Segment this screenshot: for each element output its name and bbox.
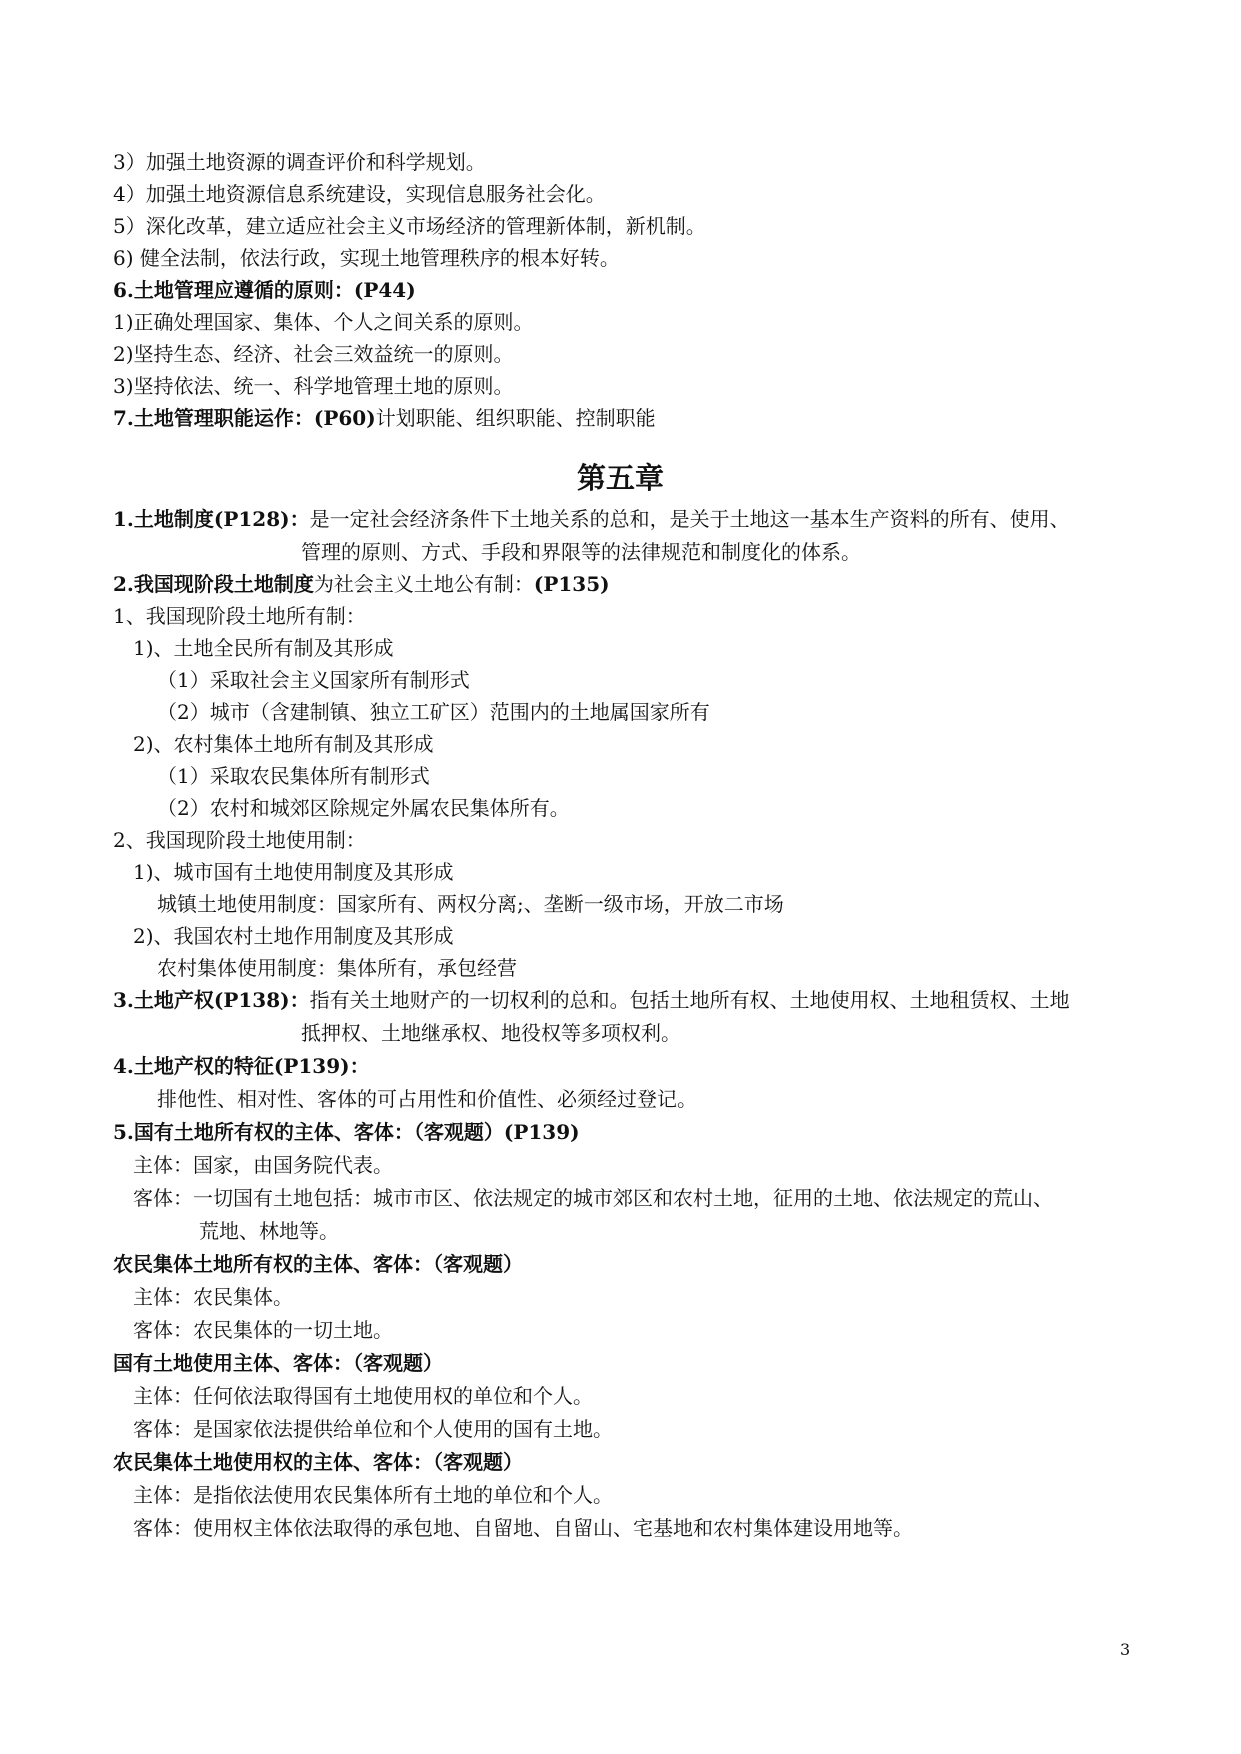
- list-item: 6) 健全法制，依法行政，实现土地管理秩序的根本好转。: [113, 246, 620, 270]
- object-line: 客体：是国家依法提供给单位和个人使用的国有土地。: [133, 1417, 613, 1441]
- list-item: （1）采取社会主义国家所有制形式: [157, 668, 470, 692]
- subject-line: 主体：农民集体。: [133, 1285, 293, 1309]
- section-title: 农民集体土地所有权的主体、客体：（客观题）: [113, 1252, 523, 1276]
- section-text: 计划职能、组织职能、控制职能: [375, 406, 656, 430]
- object-line: 客体：农民集体的一切土地。: [133, 1318, 393, 1342]
- list-item: 城镇土地使用制度：国家所有、两权分离;、垄断一级市场，开放二市场: [157, 892, 784, 916]
- section-text: 排他性、相对性、客体的可占用性和价值性、必须经过登记。: [157, 1087, 697, 1111]
- list-item: 5）深化改革，建立适应社会主义市场经济的管理新体制，新机制。: [113, 214, 706, 238]
- section-title: 国有土地使用主体、客体：（客观题）: [113, 1351, 443, 1375]
- list-item: 农村集体使用制度：集体所有，承包经营: [157, 956, 517, 980]
- section-title-rest: 为社会主义土地公有制：: [313, 572, 534, 596]
- page-ref: (P135): [533, 572, 610, 596]
- object-line: 客体：一切国有土地包括：城市市区、依法规定的城市郊区和农村土地，征用的土地、依法规定的荒山、: [133, 1186, 1053, 1210]
- list-item: 3)坚持依法、统一、科学地管理土地的原则。: [113, 374, 514, 398]
- object-continuation: 荒地、林地等。: [199, 1219, 339, 1243]
- list-item: 2)、农村集体土地所有制及其形成: [133, 732, 434, 756]
- list-item: （2）农村和城郊区除规定外属农民集体所有。: [157, 796, 570, 820]
- section-line: [113, 572, 610, 596]
- list-item: 4）加强土地资源信息系统建设，实现信息服务社会化。: [113, 182, 606, 206]
- definition-title: 3.土地产权(P138)：: [113, 988, 310, 1012]
- definition-continuation: 管理的原则、方式、手段和界限等的法律规范和制度化的体系。: [301, 540, 861, 564]
- definition-line: [113, 507, 1070, 531]
- list-item: 2)坚持生态、经济、社会三效益统一的原则。: [113, 342, 514, 366]
- section-title: 4.土地产权的特征(P139)：: [113, 1054, 370, 1078]
- section-title: 2.我国现阶段土地制度: [113, 572, 314, 596]
- definition-text: 是一定社会经济条件下土地关系的总和，是关于土地这一基本生产资料的所有、使用、: [309, 507, 1070, 531]
- section-title: 5.国有土地所有权的主体、客体：（客观题）(P139): [113, 1120, 580, 1144]
- section-line: [113, 406, 656, 430]
- subject-line: 主体：国家，由国务院代表。: [133, 1153, 393, 1177]
- subject-line: 主体：任何依法取得国有土地使用权的单位和个人。: [133, 1384, 593, 1408]
- page-number: 3: [1120, 1640, 1131, 1659]
- subject-line: 主体：是指依法使用农民集体所有土地的单位和个人。: [133, 1483, 613, 1507]
- section-title: 农民集体土地使用权的主体、客体：（客观题）: [113, 1450, 523, 1474]
- chapter-heading: 第五章: [576, 461, 664, 495]
- section-title: 6.土地管理应遵循的原则：(P44): [113, 278, 416, 302]
- definition-continuation: 抵押权、土地继承权、地役权等多项权利。: [301, 1021, 681, 1045]
- definition-title: 1.土地制度(P128)：: [113, 507, 310, 531]
- list-item: 3）加强土地资源的调查评价和科学规划。: [113, 150, 486, 174]
- object-line: 客体：使用权主体依法取得的承包地、自留地、自留山、宅基地和农村集体建设用地等。: [133, 1516, 913, 1540]
- definition-text: 指有关土地财产的一切权利的总和。包括土地所有权、土地使用权、土地租赁权、土地: [309, 988, 1070, 1012]
- list-item: 1)、土地全民所有制及其形成: [133, 636, 394, 660]
- list-item: 2)、我国农村土地作用制度及其形成: [133, 924, 454, 948]
- list-item: （1）采取农民集体所有制形式: [157, 764, 430, 788]
- list-item: 2、我国现阶段土地使用制：: [113, 828, 366, 852]
- list-item: 1)、城市国有土地使用制度及其形成: [133, 860, 454, 884]
- list-item: （2）城市（含建制镇、独立工矿区）范围内的土地属国家所有: [157, 700, 710, 724]
- section-title: 7.土地管理职能运作：(P60): [113, 406, 376, 430]
- definition-line: [113, 988, 1070, 1012]
- list-item: 1)正确处理国家、集体、个人之间关系的原则。: [113, 310, 534, 334]
- list-item: 1、我国现阶段土地所有制：: [113, 604, 366, 628]
